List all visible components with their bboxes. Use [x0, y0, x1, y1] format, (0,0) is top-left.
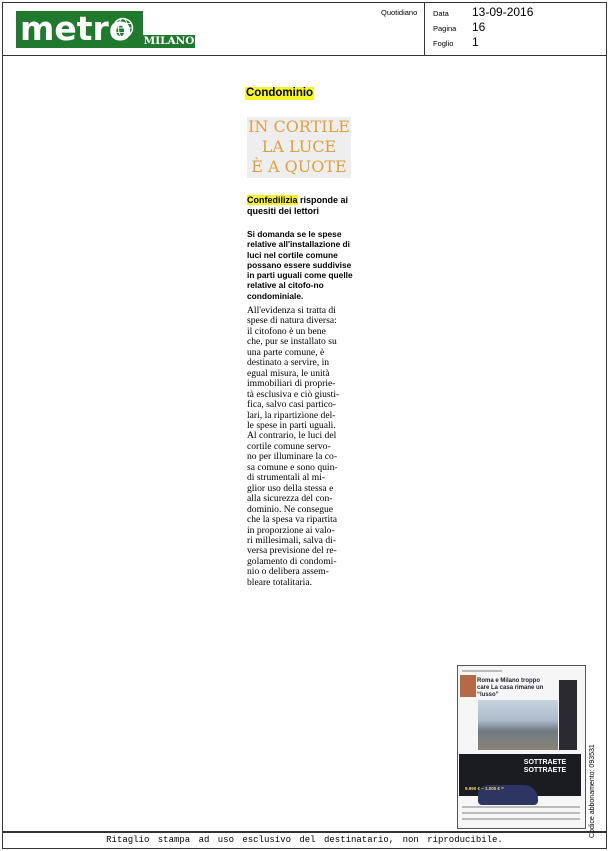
headline-line: IN CORTILE — [248, 117, 350, 136]
logo-city: MILANO — [143, 35, 195, 47]
thumbnail-side-image — [460, 675, 476, 697]
meta-value-sheet: 1 — [472, 35, 479, 49]
answer-body — [247, 306, 357, 588]
answer-line: ri millesimali, salva di- — [247, 534, 336, 546]
footer-disclaimer: Ritaglio stampa ad uso esclusivo del destinatario, non riproducibile. — [106, 835, 503, 845]
answer-line: glior uso della stessa e — [247, 482, 334, 494]
answer-line: bleare totalitaria. — [247, 576, 312, 588]
source-rest: risponde ai quesiti dei lettori — [247, 195, 349, 216]
globe-icon — [112, 17, 134, 39]
meta-label-sheet: Foglio — [433, 39, 454, 48]
article-source — [247, 195, 357, 217]
answer-line: All'evidenza si tratta di — [247, 305, 336, 316]
answer-line: una parte comune, è — [247, 346, 325, 358]
answer-line: cortile comune servo- — [247, 440, 331, 452]
answer-line: che, pur se installato su — [247, 336, 337, 348]
section-kicker: Condominio — [246, 87, 314, 99]
answer-line: Al contrario, le luci del — [247, 430, 337, 442]
header-divider — [424, 2, 425, 56]
answer-line: immobiliari di proprie- — [247, 378, 336, 390]
thumbnail-photo — [478, 700, 558, 750]
answer-line: sa comune e sono quin- — [247, 461, 338, 473]
answer-line: tà esclusiva e ciò giusti- — [247, 388, 340, 400]
thumbnail-headline: Roma e Milano troppo care La casa rimane un “lusso” — [477, 678, 544, 698]
subscription-code: Codice abbonamento: 093531 — [589, 744, 596, 838]
meta-label-page: Pagina — [433, 24, 457, 33]
answer-line: fica, salvo casi partico- — [247, 399, 336, 411]
answer-line: no per illuminare la co- — [247, 451, 338, 463]
answer-line: egual misura, le unità — [247, 367, 330, 379]
answer-line: spese di natura diversa: — [247, 315, 337, 327]
headline — [247, 117, 351, 177]
logo-text: metro — [20, 9, 132, 48]
answer-line: dominio. Ne consegue — [247, 503, 334, 515]
source-name: Confedilizia — [247, 195, 298, 205]
reader-question: Si domanda se le spese relative all'installazione di luci nel cortile comune possano essere suddivise in parti uguali come quelle relative al citofo-no condominiale. — [247, 229, 353, 301]
answer-line: lari, la ripartizione del- — [247, 409, 336, 421]
answer-line: di strumentali al mi- — [247, 472, 326, 484]
answer-line: le spese in parti uguali. — [247, 419, 336, 431]
answer-line: nio o delibera assem- — [247, 566, 329, 578]
meta-value-page: 16 — [472, 20, 486, 34]
headline-line: È A QUOTE — [251, 157, 347, 176]
answer-line: golamento di condomi- — [247, 555, 337, 567]
answer-line: alla sicurezza del con- — [247, 493, 333, 505]
thumbnail-right-column — [559, 680, 577, 750]
meta-value-date: 13-09-2016 — [472, 5, 534, 19]
answer-line: destinato a servire, in — [247, 357, 330, 369]
answer-line: che la spesa va ripartita — [247, 514, 338, 526]
answer-line: versa previsione del re- — [247, 545, 337, 557]
thumbnail-ad-text: SOTTRAETE SOTTRAETE — [523, 759, 567, 774]
frequency-label: Quotidiano — [381, 8, 418, 17]
headline-line: LA LUCE — [261, 137, 337, 156]
answer-line: in proporzione ai valo- — [247, 524, 335, 536]
answer-line: il citofono è un bene — [247, 325, 326, 337]
thumbnail-ad-price: 9.990 € – 1.000 € = — [465, 786, 504, 791]
meta-label-date: Data — [433, 9, 449, 18]
